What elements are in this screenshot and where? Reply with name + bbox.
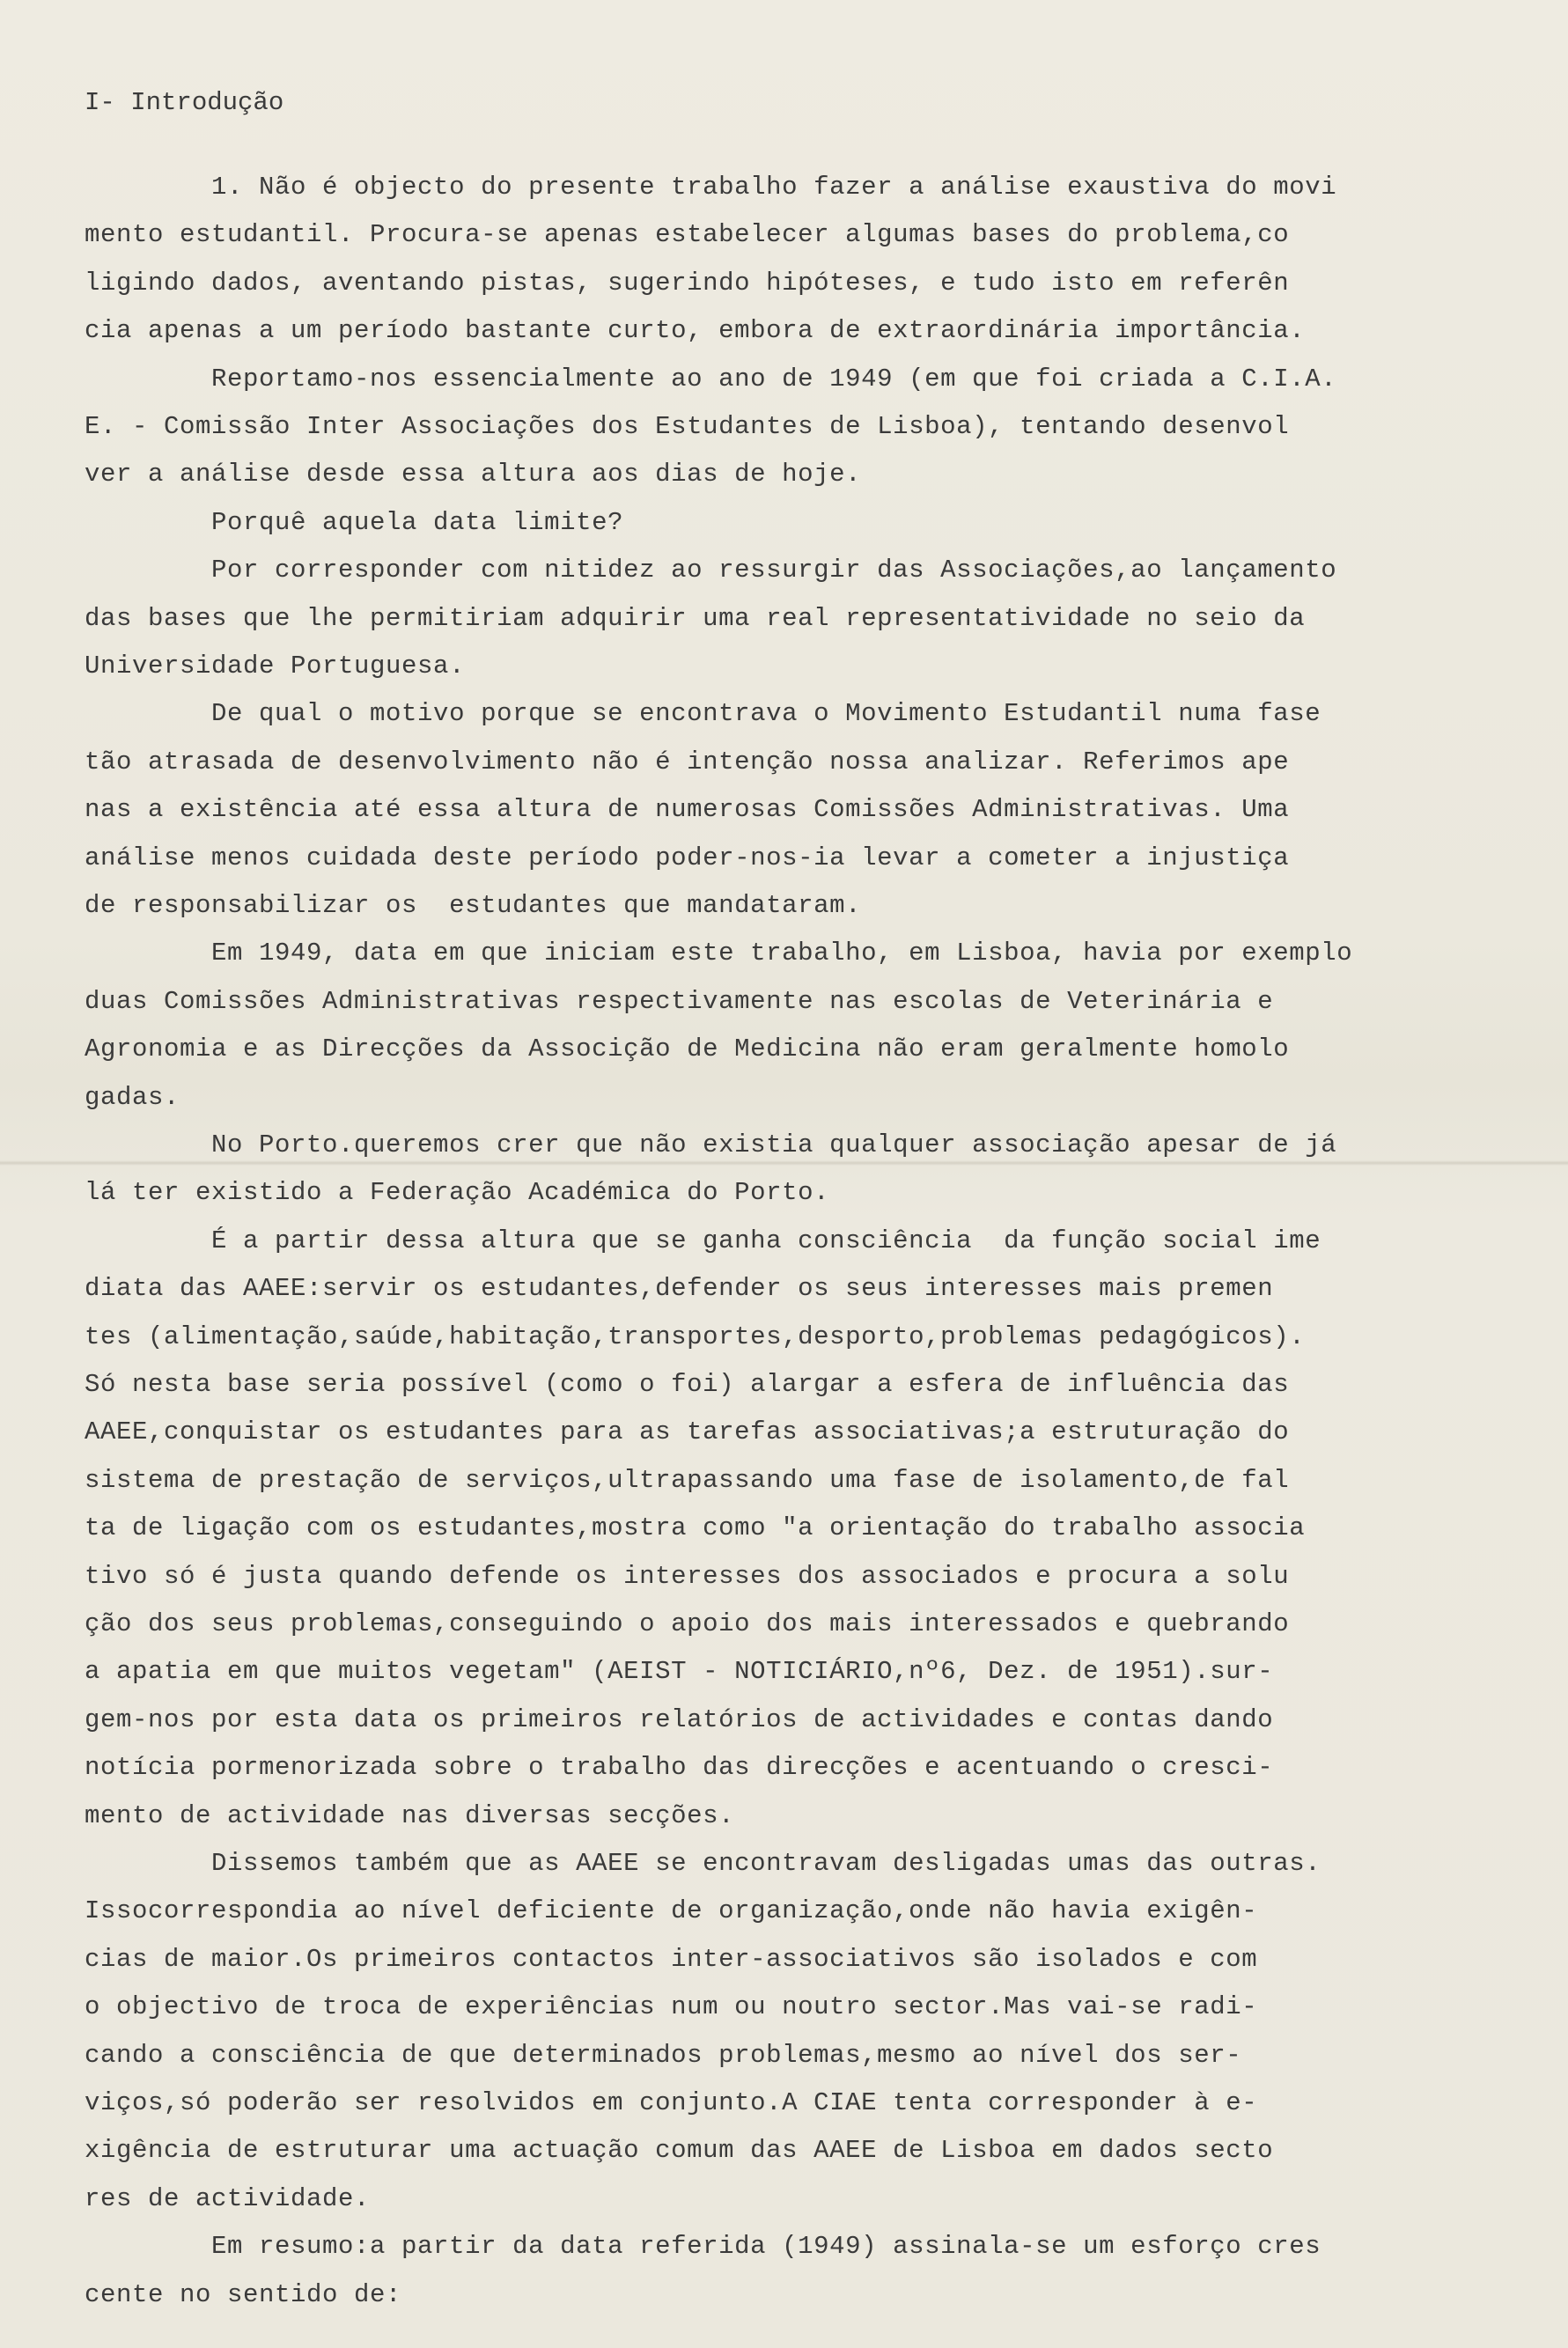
text-line: mento estudantil. Procura-se apenas estabelecer algumas bases do problema,co [85,220,1290,250]
text-line: AAEE,conquistar os estudantes para as tarefas associativas;a estruturação do [85,1417,1290,1447]
text-line: ção dos seus problemas,conseguindo o apoio dos mais interessados e quebrando [85,1609,1290,1638]
text-line: diata das AAEE:servir os estudantes,defender os seus interesses mais premen [85,1274,1274,1304]
text-line: cente no sentido de: [85,2279,402,2309]
text-line: cias de maior.Os primeiros contactos inter-associativos são isolados e com [85,1944,1258,1974]
paper-fold-line [0,1160,1568,1166]
text-line: das bases que lhe permitiriam adquirir uma real representatividade no seio da [85,603,1306,633]
text-line: duas Comissões Administrativas respectivamente nas escolas de Veterinária e [85,986,1274,1016]
text-line: Dissemos também que as AAEE se encontravam desligadas umas das outras. [85,1849,1321,1878]
text-line: É a partir dessa altura que se ganha consciência da função social ime [85,1226,1321,1255]
text-line: 1. Não é objecto do presente trabalho fazer a análise exaustiva do movi [85,173,1337,202]
text-line: o objectivo de troca de experiências num ou noutro sector.Mas vai-se radi- [85,1992,1258,2022]
text-line: gadas. [85,1082,180,1112]
text-line: Em 1949, data em que iniciam este trabalho, em Lisboa, havia por exemplo [85,938,1353,968]
text-line: lá ter existido a Federação Académica do Porto. [85,1178,830,1208]
text-line: viços,só poderão ser resolvidos em conjunto.A CIAE tenta corresponder à e- [85,2088,1258,2117]
text-line: a apatia em que muitos vegetam" (AEIST - NOTICIÁRIO,nº6, Dez. de 1951).sur- [85,1657,1274,1687]
text-line: tão atrasada de desenvolvimento não é intenção nossa analizar. Referimos ape [85,747,1290,777]
text-line: Por corresponder com nitidez ao ressurgir das Associações,ao lançamento [85,556,1337,585]
text-line: ligindo dados, aventando pistas, sugerindo hipóteses, e tudo isto em referên [85,268,1290,298]
text-line: Universidade Portuguesa. [85,651,466,681]
text-line: sistema de prestação de serviços,ultrapassando uma fase de isolamento,de fal [85,1465,1290,1495]
text-line: xigência de estruturar uma actuação comum das AAEE de Lisboa em dados secto [85,2136,1274,2166]
text-line: Só nesta base seria possível (como o foi) alargar a esfera de influência das [85,1370,1290,1399]
text-line: ver a análise desde essa altura aos dias de hoje. [85,460,862,489]
text-line: cia apenas a um período bastante curto, embora de extraordinária importância. [85,316,1306,346]
text-line: mento de actividade nas diversas secções. [85,1800,735,1830]
text-line: Em resumo:a partir da data referida (1949) assinala-se um esforço cres [85,2232,1321,2262]
text-line: análise menos cuidada deste período poder-nos-ia levar a cometer a injustiça [85,843,1290,872]
text-line: Issocorrespondia ao nível deficiente de organização,onde não havia exigên- [85,1896,1258,1926]
text-line: De qual o motivo porque se encontrava o Movimento Estudantil numa fase [85,699,1321,729]
section-heading: I- Introdução [85,88,284,117]
text-line: res de actividade. [85,2183,371,2213]
text-line: gem-nos por esta data os primeiros relatórios de actividades e contas dando [85,1704,1274,1734]
text-line: tes (alimentação,saúde,habitação,transportes,desporto,problemas pedagógicos). [85,1321,1306,1351]
text-line: E. - Comissão Inter Associações dos Estudantes de Lisboa), tentando desenvol [85,412,1290,441]
text-line: nas a existência até essa altura de numerosas Comissões Administrativas. Uma [85,795,1290,825]
text-line: No Porto.queremos crer que não existia qualquer associação apesar de já [85,1130,1337,1159]
text-line: Agronomia e as Direcções da Associção de Medicina não eram geralmente homolo [85,1034,1290,1064]
text-line: cando a consciência de que determinados problemas,mesmo ao nível dos ser- [85,2040,1242,2070]
text-line: de responsabilizar os estudantes que mandataram. [85,891,862,920]
text-line: tivo só é justa quando defende os interesses dos associados e procura a solu [85,1561,1290,1591]
text-line: Porquê aquela data limite? [85,507,624,537]
text-line: Reportamo-nos essencialmente ao ano de 1949 (em que foi criada a C.I.A. [85,364,1337,394]
text-line: notícia pormenorizada sobre o trabalho das direcções e acentuando o cresci- [85,1753,1274,1783]
text-line: ta de ligação com os estudantes,mostra como "a orientação do trabalho associa [85,1513,1306,1543]
